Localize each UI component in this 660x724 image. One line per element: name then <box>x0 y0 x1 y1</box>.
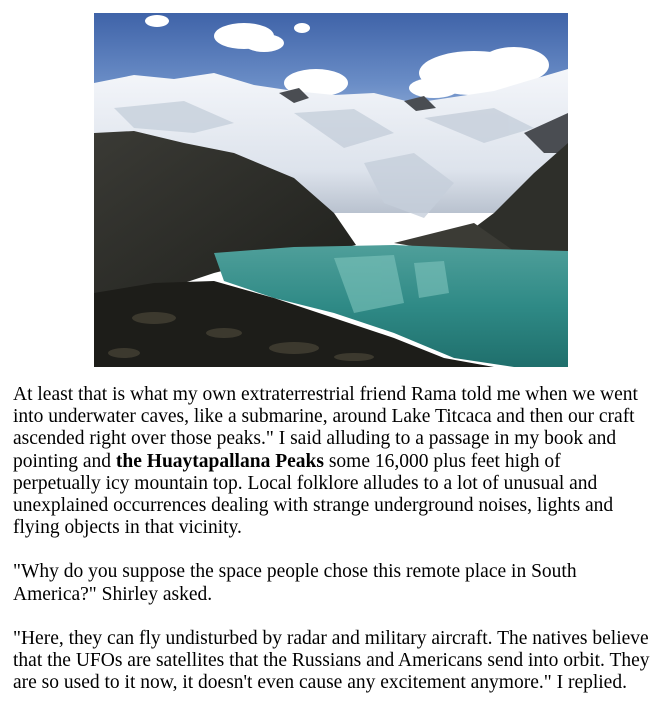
story-text <box>13 384 653 716</box>
paragraph-1-text-a: At least that is what my own extraterrestrial friend Rama told me when we went into underwater caves, like a submarine, around Lake Titcaca and then our craft ascended right over those peaks." I said alluding to a passage in my book and pointing and <box>13 384 638 472</box>
mountain-lake-photo <box>94 13 568 367</box>
peaks-name: the Huaytapallana Peaks <box>115 450 324 472</box>
paragraph-2: "Why do you suppose the space people chose this remote place in South America?" Shirley asked. <box>13 561 577 605</box>
paragraph-1-text-b: some 16,000 plus feet high of perpetually icy mountain top. Local folklore alludes to a lot of unusual and unexplained occurrences dealing with strange underground noises, lights and flying objects in that vicinity. <box>13 450 614 539</box>
paragraph-3: "Here, they can fly undisturbed by radar and military aircraft. The natives believe that the UFOs are satellites that the Russians and Americans send into orbit. They are so used to it now, it doesn't even cause any excitement anymore." I replied. <box>13 627 650 694</box>
paragraph-1 <box>13 384 653 539</box>
